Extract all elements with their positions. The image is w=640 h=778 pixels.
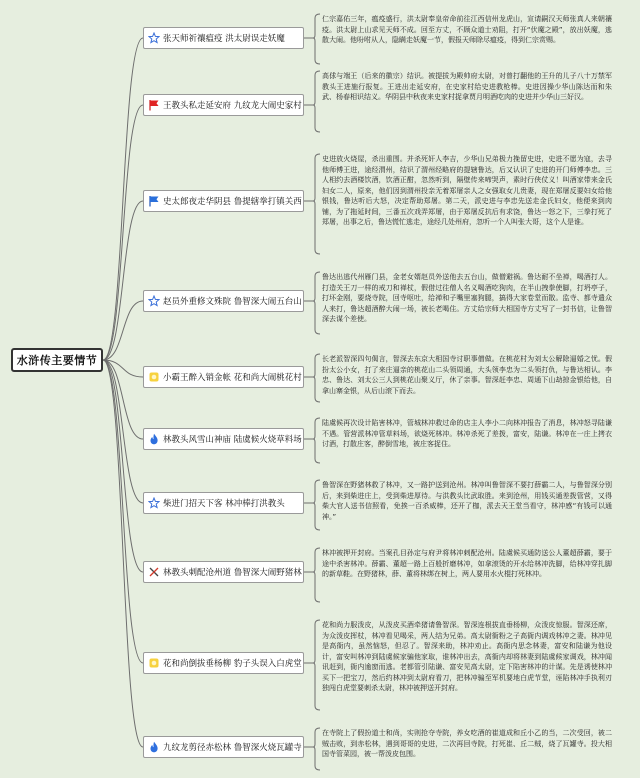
chapter-node-5[interactable] [143,366,304,388]
sun-icon [148,657,160,669]
chapter-summary: 仁宗嘉佑三年，瘟疫盛行，洪太尉奉皇帝命前往江西信州龙虎山，宣请嗣汉天师张真人来朝禳疫。洪太尉上山求见天师不成。回至方丈，不顾众道士劝阻，打开“伏魔之殿”，放出妖魔，逃散大闹。他吩咐从人，隐瞒走妖魔一节，假报天师除尽瘟疫，得到仁宗赏赐。 [322,15,612,44]
summary-bracket-4 [313,272,320,334]
summary-bracket-9 [313,620,320,710]
chapter-node-4[interactable] [143,290,304,312]
root-connector-7 [103,360,143,503]
chapter-summary: 高俅与端王（后来的徽宗）结识。被提拔为殿帅府太尉，对曾打翻他的王升的儿子八十万禁军教头王进施行报复。王进出走延安府，在史家村给史进教枪棒。史进因操少华山陈达而和朱武、杨春相识结义。华阴县中秋夜来史家村捉拿贾月明酒吃肉的史进并少华山三好汉。 [322,72,612,101]
chapter-summary: 林冲被押开封府。当案孔目孙定与府尹将林冲刺配沧州。陆虞候买通防送公人董超薛霸，要于途中杀害林冲。薛霸、董超一路上百般折磨林冲，如拿滚烫的开水给林冲洗脚，给林冲穿扎脚的新草鞋。在野猪林，薛、董将林绑在树上，两人要用水火棍打死林冲。 [322,549,612,578]
chapter-node-7[interactable] [143,492,304,514]
chapter-title: 史太郎夜走华阴县 鲁提辖拳打镇关西 [163,197,302,207]
fire-icon [148,433,160,445]
chapter-title: 林教头风雪山神庙 陆虞候火烧草料场 [163,435,302,445]
chapter-summary: 长老派智深四句偈言，智深去东京大相国寺讨职事僧做。在桃花村为刘太公解除逼婚之忧。假扮太公小女，打了来庄逼亲的桃花山二头领周通，大头领李忠为二头领打仇，与鲁达相认。李忠、鲁达、刘太公三人到桃花山聚义厅，休了亲事。智深赶李忠、周通下山劫掠金银给他，自拿山寨金银，从后山滚下而去。 [322,355,612,395]
chapter-node-8[interactable] [143,561,304,583]
summary-bracket-5 [313,354,320,402]
chapter-node-10[interactable] [143,736,304,758]
chapter-node-3[interactable] [143,190,304,212]
red-flag-icon [148,99,160,111]
chapter-title: 林教头刺配沧州道 鲁智深大闹野猪林 [163,568,302,578]
chapter-summary: 鲁智深在野猪林救了林冲，又一路护送到沧州。林冲叫鲁智深不要打薛霸二人，与鲁智深分别后，来到柴进庄上，受到柴进厚待。与洪教头比武取胜。来到沧州，用钱买通差拨管营，又得柴大官人送书信照看，免挨一百杀威棒，还开了枷，派去天王堂当看守，林冲感“有钱可以通神。” [322,481,612,521]
blue-flag-icon [148,195,160,207]
root-connector-2 [103,105,143,360]
chapter-title: 花和尚倒拔垂杨柳 豹子头误入白虎堂 [163,659,302,669]
chapter-title: 赵员外重修文殊院 鲁智深大闹五台山 [163,297,302,307]
chapter-summary: 陆虞候再次设计陷害林冲，管城林冲救过命的店主人李小二向林冲报告了消息，林冲怒寻陆谦不遇。管营派林冲管草料场，欲烧死林冲。林冲杀死了差拨，富安，陆谦。林冲在一庄上拷衣讨酒，打散庄客，醉倒雪地，被庄客捉住。 [322,419,612,448]
chapter-summary: 在寺院上了假扮道士和尚，实则抢夺寺院，养女吃酒的崔道成和丘小乙的当，二次受回，被二贼击败，到赤松林，遇到哥哥的史进，二次再回寺院，打死崔、丘二贼，烧了瓦罐寺。投大相国寺管菜园，被一帮泼皮包围。 [322,729,612,758]
star-outline-icon [148,497,160,509]
summary-bracket-2 [313,71,320,132]
root-connector-8 [103,360,143,572]
root-connector-10 [103,360,143,747]
root-topic[interactable] [11,348,103,372]
chapter-node-2[interactable] [143,94,304,116]
star-outline-icon [148,32,160,44]
chapter-node-9[interactable] [143,652,304,674]
summary-bracket-7 [313,480,320,530]
crossed-tools-icon [148,566,160,578]
chapter-summary: 鲁达出逃代州雁门县，金老女婿赵员外送他去五台山，做僧避祸。鲁达耐不坐禅，喝酒打人。打造关王刀一样的戒刀和禅杖，假借过往僧人名义喝酒吃狗肉，在半山拽拳使脚，打坍亭子，打坏金刚，要烧寺院，回寺呕吐，给禅和子嘴里塞狗腿，搞得大家卷堂而散。监寺、都寺遣众人来打，鲁达超酒醉大闹一场，被长老喝住。方丈给宗师大相国寺方丈写了一封书信，让鲁智深去谋个差使。 [322,273,612,323]
chapter-node-1[interactable] [143,27,304,49]
chapter-title: 小霸王醉入销金帐 花和尚大闹桃花村 [163,373,302,383]
summary-bracket-10 [313,728,320,770]
summary-bracket-1 [313,14,320,64]
chapter-title: 柴进门招天下客 林冲棒打洪教头 [163,499,285,509]
chapter-title: 张天师祈禳瘟疫 洪太尉误走妖魔 [163,34,285,44]
root-topic-label: 水浒传主要情节 [16,354,98,367]
star-outline-icon [148,295,160,307]
chapter-node-6[interactable] [143,428,304,450]
sun-icon [148,371,160,383]
summary-bracket-8 [313,548,320,602]
root-connector-9 [103,360,143,663]
summary-bracket-6 [313,418,320,463]
summary-bracket-3 [313,154,320,254]
chapter-summary: 花和尚力服泼皮，从泼皮买酒牵猪请鲁智深。智深连根拔直垂杨柳，众泼皮惊服。智深还席，为众泼皮挥杖，林冲看见喝采，两人结为兄弟。高太尉衙粉之子高衙内调戏林冲之妻。林冲见是高衙内，虽然恼怒，但忍了。智深来助，林冲劝止。高衙内思念林妻，富安和陆谦为他设计，富安叫林冲到陆虞候家骗他家取，谁林冲出去，高衙内却将林妻到陆虞候家调戏，林冲闻讯赶到，衙内逾窗而逃。老都管引陆谦、富安见高太尉，定下陷害林冲的计谋。先是诱使林冲买下一把宝刀，然后约林冲到太尉府看刀，把林冲骗至军机要地白虎节堂，诬陷林冲手执利刃独闯白虎堂要刺杀太尉，林冲被押送开封府。 [322,621,612,692]
root-connector-1 [103,38,143,360]
root-connector-3 [103,201,143,360]
fire-icon [148,741,160,753]
chapter-title: 王教头私走延安府 九纹龙大闹史家村 [163,101,302,111]
chapter-title: 九纹龙剪径赤松林 鲁智深火烧瓦罐寺 [163,743,302,753]
chapter-summary: 史进放火烧屋，杀出重围。并杀死奸人李吉，少华山兄弟极力挽留史进，史进不愿为寇，去寻他师傅王进，途经渭州，结识了渭州经略府的提辖鲁达，后又认识了史进的开门师傅李忠。三人相约去酒楼饮酒，饮酒正酣，忽然听到，隔壁传来啼哭声，素时行侠仗义！叫酒家带来金氏妇女二人，原来，他们因到渭州投亲无着郑屠亲人之女强取女儿贵妻，现在郑屠反要妇女给他银钱，鲁达听后大怒，决定帮助郑屠。第二天，派史进与李忠先送走金氏妇女，他便来到肉铺，为了拖延时间，三番五次戏弄郑屠，由于郑屠反抗后有求饶，鲁达一怒之下，三拳打死了郑屠，出事之后，鲁达慌忙逃走，途经几处州府，忽听一个人叫张大哥，这个人是谁。 [322,155,612,226]
